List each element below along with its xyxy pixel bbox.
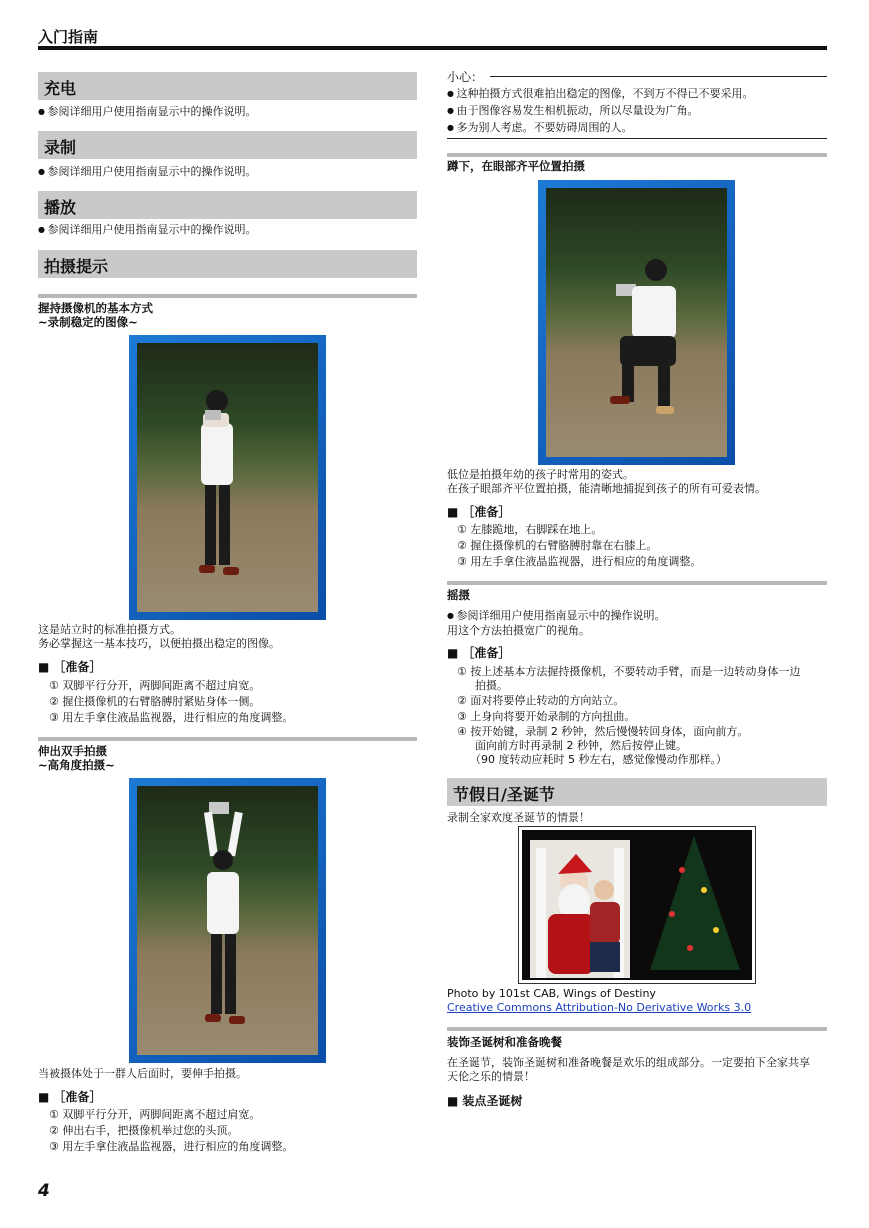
person-figure — [137, 343, 318, 612]
step-item: ② 握住摄像机的右臂胳膊肘靠在右膝上。 — [457, 539, 658, 552]
subsection-title: 伸出双手拍摄 — [38, 744, 107, 758]
step-item: ② 握住摄像机的右臂胳膊肘紧贴身体一侧。 — [49, 695, 261, 708]
step-item: ④ 按开始键，录制 2 秒钟，然后慢慢转回身体，面向前方。 — [457, 725, 749, 738]
caption: 这是站立时的标准拍摄方式。 — [38, 623, 181, 636]
step-item: ③ 上身向将要开始录制的方向扭曲。 — [457, 710, 636, 723]
subsection-title: 装饰圣诞树和准备晚餐 — [447, 1035, 562, 1049]
caption: 录制全家欢度圣诞节的情景！ — [447, 811, 590, 824]
caption: 用这个方法拍摄宽广的视角。 — [447, 624, 590, 637]
photo-high-angle — [129, 778, 326, 1063]
section-record — [38, 131, 417, 159]
page-header-title: 入门指南 — [38, 28, 99, 46]
prep-heading: ■ ［准备］ — [38, 1088, 101, 1105]
subsection-subtitle: ~高角度拍摄~ — [38, 758, 115, 772]
divider — [447, 581, 827, 585]
step-item-continued: 面向前方时再录制 2 秒钟，然后按停止键。 — [475, 739, 687, 752]
caution-rule-bottom — [447, 138, 827, 139]
step-item: ① 左膝跪地，右脚踩在地上。 — [457, 523, 603, 536]
subsection-title: 摇摄 — [447, 588, 470, 602]
prep-heading: ■ ［准备］ — [447, 644, 510, 661]
bullet-text: ● 参阅详细用户使用指南显示中的操作说明。 — [38, 222, 257, 238]
photo-standing — [129, 335, 326, 620]
christmas-scene — [522, 830, 750, 978]
step-item-continued: （90 度转动应耗时 5 秒左右，感觉像慢动作那样。） — [470, 753, 727, 766]
caution-bullet: ● 这种拍摄方式很难拍出稳定的图像，不到万不得已不要采用。 — [447, 86, 754, 102]
section-title: 充电 — [44, 79, 77, 98]
photo-credit: Photo by 101st CAB, Wings of Destiny — [447, 987, 656, 1000]
caption: 务必掌握这一基本技巧，以便拍摄出稳定的图像。 — [38, 637, 280, 650]
body-text: 在圣诞节，装饰圣诞树和准备晚餐是欢乐的组成部分。一定要拍下全家共享 — [447, 1056, 810, 1069]
caution-bullet: ● 由于图像容易发生相机振动，所以尽量设为广角。 — [447, 103, 699, 119]
section-title: 录制 — [44, 138, 77, 157]
section-charge — [38, 72, 417, 100]
bullet-text: ● 参阅详细用户使用指南显示中的操作说明。 — [38, 164, 257, 180]
divider — [447, 1027, 827, 1031]
caution-title: 小心： — [447, 70, 484, 84]
subsection-title: 蹲下，在眼部齐平位置拍摄 — [447, 159, 585, 173]
section-holiday — [447, 778, 827, 806]
step-item: ③ 用左手拿住液晶监视器，进行相应的角度调整。 — [49, 1140, 294, 1153]
person-figure — [137, 786, 318, 1055]
section-playback — [38, 191, 417, 219]
caption: 当被摄体处于一群人后面时，要伸手拍摄。 — [38, 1067, 247, 1080]
bullet-text: ● 参阅详细用户使用指南显示中的操作说明。 — [447, 608, 666, 624]
step-item: ③ 用左手拿住液晶监视器，进行相应的角度调整。 — [49, 711, 294, 724]
section-title: 播放 — [44, 198, 77, 217]
step-item: ① 按上述基本方法握持摄像机，不要转动手臂，而是一边转动身体一边 — [457, 665, 801, 678]
step-item: ① 双脚平行分开，两脚间距离不超过肩宽。 — [49, 679, 261, 692]
step-item-continued: 拍摄。 — [475, 679, 508, 692]
caption: 低位是拍摄年幼的孩子时常用的姿式。 — [447, 468, 634, 481]
section-title: 节假日/圣诞节 — [453, 785, 555, 804]
prep-heading: ■ ［准备］ — [447, 503, 510, 520]
prep-heading: ■ ［准备］ — [38, 658, 101, 675]
license-link[interactable]: Creative Commons Attribution-No Derivative Works 3.0 — [447, 1001, 752, 1014]
person-figure — [546, 188, 727, 457]
divider — [38, 294, 417, 298]
step-item: ③ 用左手拿住液晶监视器，进行相应的角度调整。 — [457, 555, 702, 568]
caution-rule — [490, 76, 827, 77]
header-rule — [38, 46, 827, 50]
section-title: 拍摄提示 — [44, 257, 109, 276]
photo-christmas — [518, 826, 756, 984]
subsection-subtitle: ~录制稳定的图像~ — [38, 315, 138, 329]
subsection-title: 握持摄像机的基本方式 — [38, 301, 153, 315]
body-text: 天伦之乐的情景！ — [447, 1070, 535, 1083]
photo-low-angle — [538, 180, 735, 465]
divider — [447, 153, 827, 157]
step-item: ② 面对将要停止转动的方向站立。 — [457, 694, 625, 707]
bullet-text: ● 参阅详细用户使用指南显示中的操作说明。 — [38, 104, 257, 120]
section-shooting-tips — [38, 250, 417, 278]
divider — [38, 737, 417, 741]
page-number: 4 — [38, 1181, 50, 1201]
prep-heading: ■ 装点圣诞树 — [447, 1092, 522, 1109]
caution-bullet: ● 多为别人考虑。不要妨碍周围的人。 — [447, 120, 633, 136]
step-item: ① 双脚平行分开，两脚间距离不超过肩宽。 — [49, 1108, 261, 1121]
step-item: ② 伸出右手，把摄像机举过您的头顶。 — [49, 1124, 239, 1137]
caption: 在孩子眼部齐平位置拍摄，能清晰地捕捉到孩子的所有可爱表情。 — [447, 482, 766, 495]
